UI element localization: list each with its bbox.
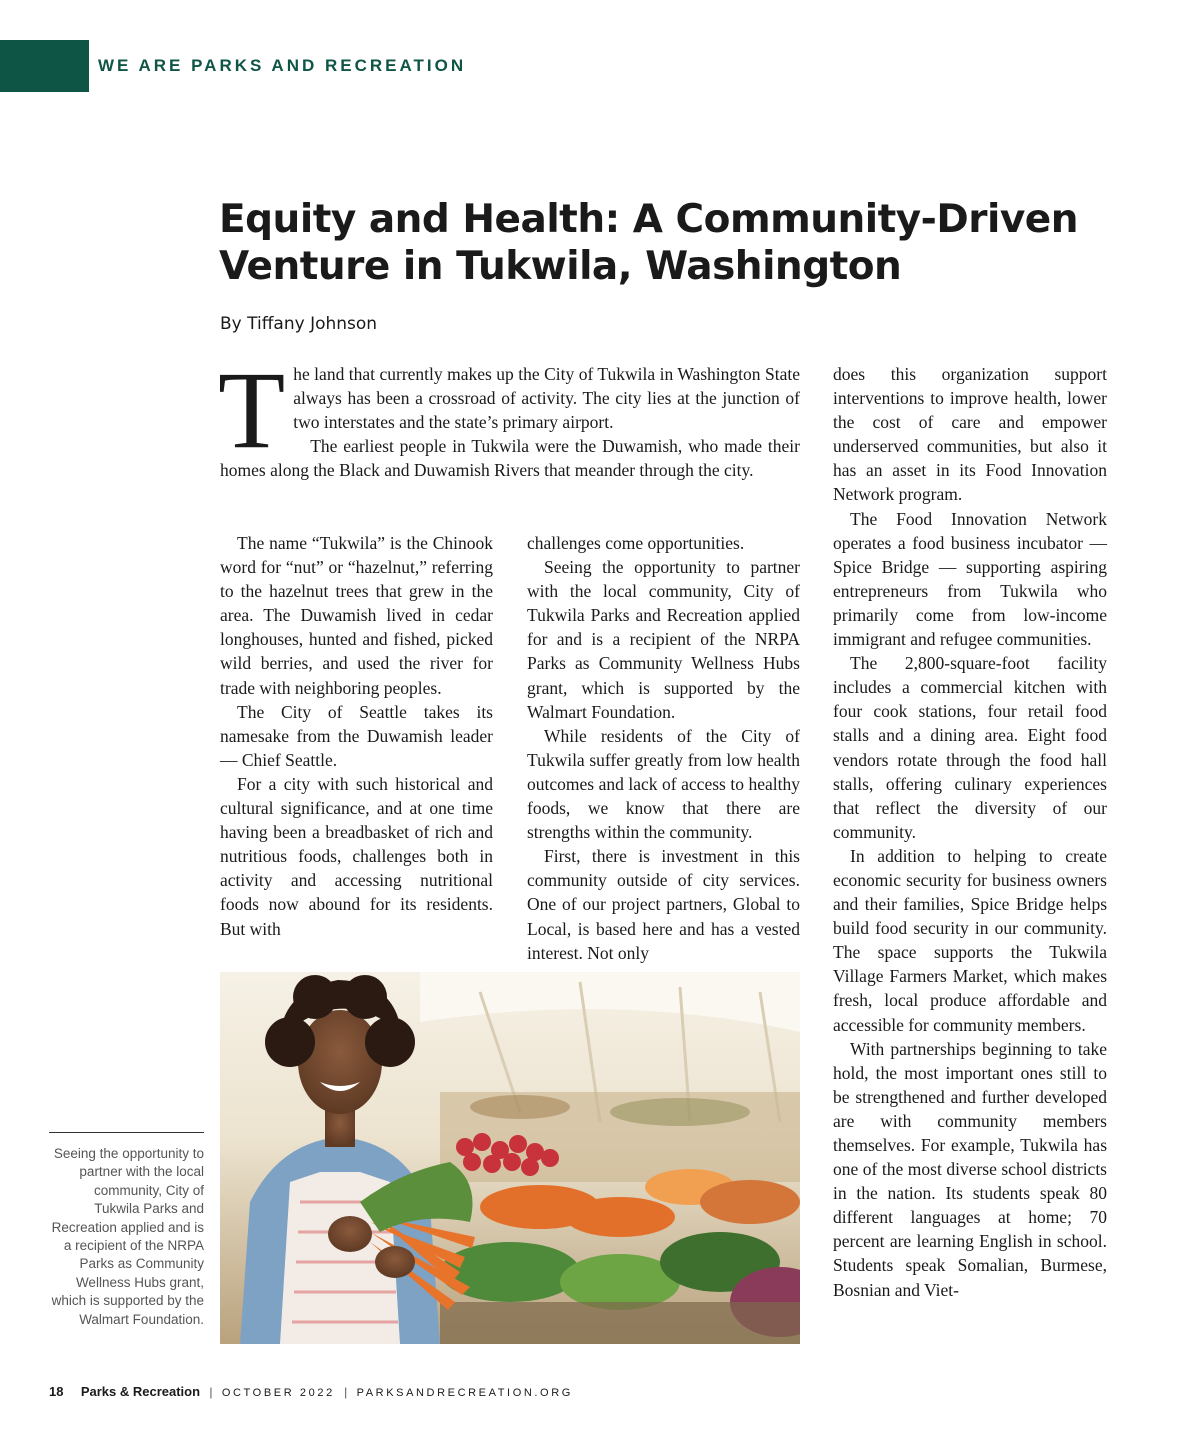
market-photo — [220, 972, 800, 1344]
page-footer — [49, 1384, 573, 1399]
header-color-block — [0, 40, 89, 92]
intro-paragraph: The earliest people in Tukwila were the Duwamish, who made their homes along the Black and Duwamish Rivers that meander through the city. — [220, 436, 800, 481]
body-paragraph: With partnerships beginning to take hold, the most important ones still to be strengthened and further developed are with community members themselves. For example, Tukwila has one of the most diverse school districts in the nation. Its students speak 80 different languages at home; 70 percent are learning English in school. Students speak Somalian, Burmese, Bosnian and Viet- — [833, 1038, 1107, 1300]
body-paragraph: The name “Tukwila” is the Chinook word for “nut” or “hazelnut,” referring to the hazelnut trees that grew in the area. The Duwamish lived in cedar longhouses, hunted and fished, picked wild berries, and used the river for trade with neighboring peoples. — [220, 533, 493, 698]
article-column-3 — [833, 362, 1107, 1302]
body-paragraph: While residents of the City of Tukwila suffer greatly from low health outcomes and lack of access to healthy foods, we know that there are strengths within the community. — [527, 725, 800, 843]
issue-date: OCTOBER 2022 — [221, 1387, 335, 1399]
body-paragraph: The City of Seattle takes its namesake from the Duwamish leader — Chief Seattle. — [220, 701, 493, 770]
body-paragraph: For a city with such historical and cultural significance, and at one time having been a breadbasket of rich and nutritious foods, challenges both in activity and accessing nutritional foods now abound for its residents. But with — [220, 773, 493, 939]
body-paragraph: does this organization support interventions to improve health, lower the cost of care and empower underserved communities, but also it has an asset in its Food Innovation Network program. — [833, 364, 1107, 505]
article-intro — [218, 349, 800, 482]
page-number: 18 — [49, 1384, 64, 1399]
photo-caption: Seeing the opportunity to partner with the local community, City of Tukwila Parks and Recreation applied and is a recipient of the NRPA Parks as Community Wellness Hubs grant, which is supported by the Walmart Foundation. — [51, 1146, 204, 1327]
section-label: WE ARE PARKS AND RECREATION — [98, 56, 467, 75]
article-column-2 — [527, 531, 800, 965]
body-paragraph: Seeing the opportunity to partner with the local community, City of Tukwila Parks and Recreation applied for and is a recipient of the NRPA Parks as Community Wellness Hubs grant, which is supported by the Walmart Foundation. — [527, 557, 800, 722]
article-title: Equity and Health: A Community-Driven Venture in Tukwila, Washington — [219, 197, 1078, 289]
drop-cap: T — [218, 349, 286, 471]
footer-separator: | — [344, 1385, 348, 1399]
body-paragraph: challenges come opportunities. — [527, 533, 745, 553]
article-column-1 — [220, 531, 493, 941]
body-paragraph: The Food Innovation Network operates a food business incubator — Spice Bridge — supporting aspiring entrepreneurs from Tukwila who primarily come from low-income immigrant and refugee communities. — [833, 508, 1107, 650]
body-paragraph: In addition to helping to create economic security for business owners and their families, Spice Bridge helps build food security in our community. The space supports the Tukwila Village Farmers Market, which makes fresh, local produce affordable and accessible for community members. — [833, 845, 1107, 1035]
website: PARKSANDRECREATION.ORG — [356, 1387, 573, 1399]
magazine-name: Parks & Recreation — [80, 1384, 201, 1399]
caption-rule — [49, 1132, 204, 1133]
intro-paragraph: he land that currently makes up the City of Tukwila in Washington State always has been a crossroad of activity. The city lies at the junction of two interstates and the state’s primary airport. — [293, 364, 800, 433]
footer-separator: | — [209, 1385, 213, 1399]
body-paragraph: First, there is investment in this community outside of city services. One of our project partners, Global to Local, is based here and has a vested interest. Not only — [527, 846, 800, 963]
body-paragraph: The 2,800-square-foot facility includes a commercial kitchen with four cook stations, four retail food stalls and a dining area. Eight food vendors rotate through the food hall stalls, offering culinary experiences that reflect the diversity of our community. — [833, 653, 1107, 842]
byline: By Tiffany Johnson — [220, 314, 378, 334]
